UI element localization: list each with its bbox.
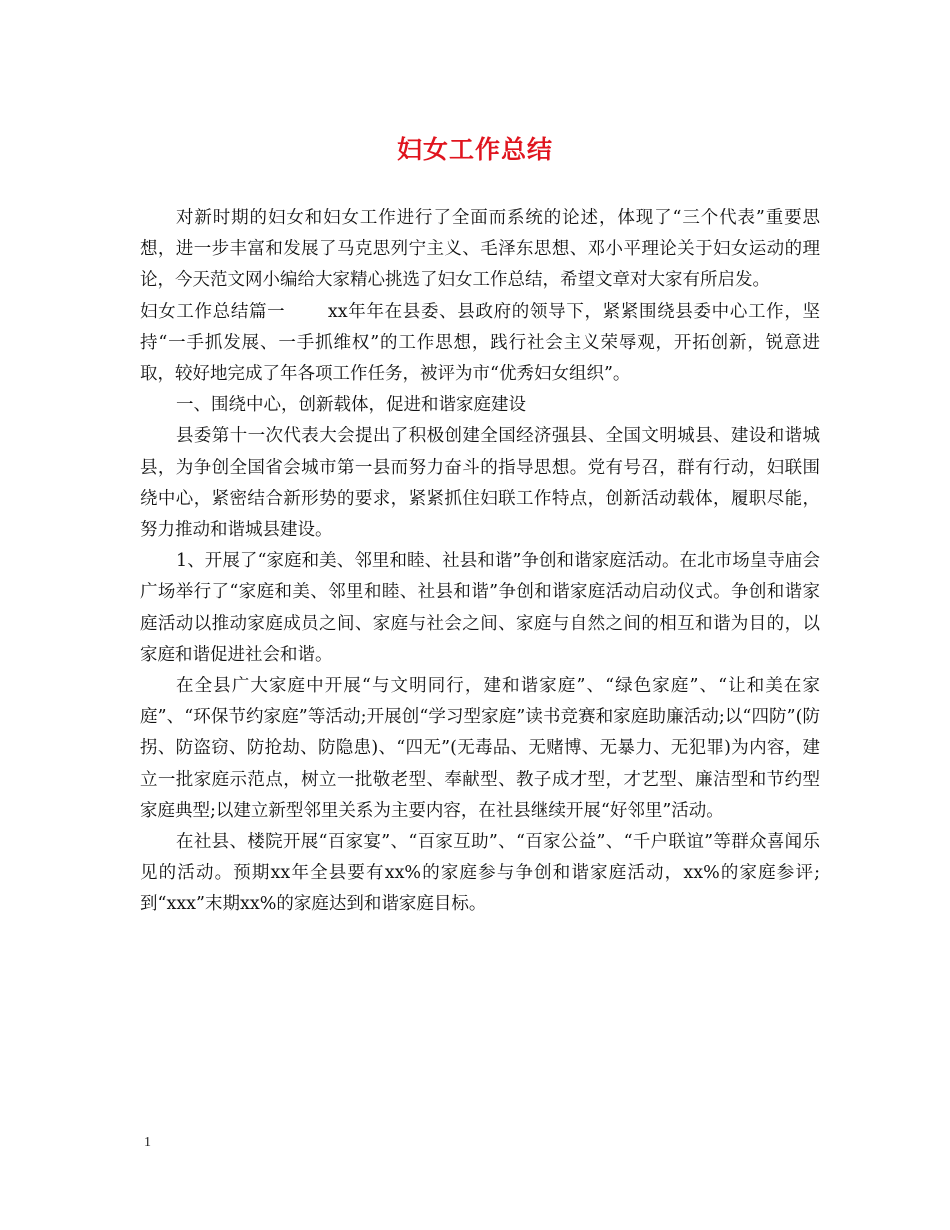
paragraph-intro: 对新时期的妇女和妇女工作进行了全面而系统的论述，体现了“三个代表”重要思想，进一步丰富和发展了马克思列宁主义、毛泽东思想、邓小平理论关于妇女运动的理论，今天范文网小编给大家精心挑选了妇女工作总结，希望文章对大家有所启发。 xyxy=(140,208,820,291)
page-number: 1 xyxy=(144,1135,151,1150)
document-body xyxy=(140,203,820,921)
paragraph-part-one-opening: 妇女工作总结篇一 xx年年在县委、县政府的领导下，紧紧围绕县委中心工作，坚持“一手抓发展、一手抓维权”的工作思想，践行社会主义荣辱观，开拓创新，锐意进取，较好地完成了年各项工作任务，被评为市“优秀妇女组织”。 xyxy=(140,301,820,385)
paragraph-community-activities: 在社县、楼院开展“百家宴”、“百家互助”、“百家公益”、“千户联谊”等群众喜闻乐见的活动。预期xx年全县要有xx%的家庭参与争创和谐家庭活动，xx%的家庭参评;到“xxx”末期xx%的家庭达到和谐家庭目标。 xyxy=(140,832,820,915)
document-title: 妇女工作总结 xyxy=(396,135,553,164)
section-heading-1: 一、围绕中心，创新载体，促进和谐家庭建设 xyxy=(176,395,526,416)
paragraph-county-congress: 县委第十一次代表大会提出了积极创建全国经济强县、全国文明城县、建设和谐城县，为争创全国省会城市第一县而努力奋斗的指导思想。党有号召，群有行动，妇联围绕中心，紧密结合新形势的要求，紧紧抓住妇联工作特点，创新活动载体，履职尽能，努力推动和谐城县建设。 xyxy=(140,426,820,541)
paragraph-family-activities: 在全县广大家庭中开展“与文明同行，建和谐家庭”、“绿色家庭”、“让和美在家庭”、“环保节约家庭”等活动;开展创“学习型家庭”读书竞赛和家庭助廉活动;以“四防”(防拐、防盗窃、防抢劫、防隐患)、“四无”(无毒品、无赌博、无暴力、无犯罪)为内容，建立一批家庭示范点，树立一批敬老型、奉献型、教子成才型，才艺型、廉洁型和节约型家庭典型;以建立新型邻里关系为主要内容，在社县继续开展“好邻里”活动。 xyxy=(140,676,820,821)
paragraph-item-1: 1、开展了“家庭和美、邻里和睦、社县和谐”争创和谐家庭活动。在北市场皇寺庙会广场举行了“家庭和美、邻里和睦、社县和谐”争创和谐家庭活动启动仪式。争创和谐家庭活动以推动家庭成员之间、家庭与社会之间、家庭与自然之间的相互和谐为目的，以家庭和谐促进社会和谐。 xyxy=(140,551,820,665)
